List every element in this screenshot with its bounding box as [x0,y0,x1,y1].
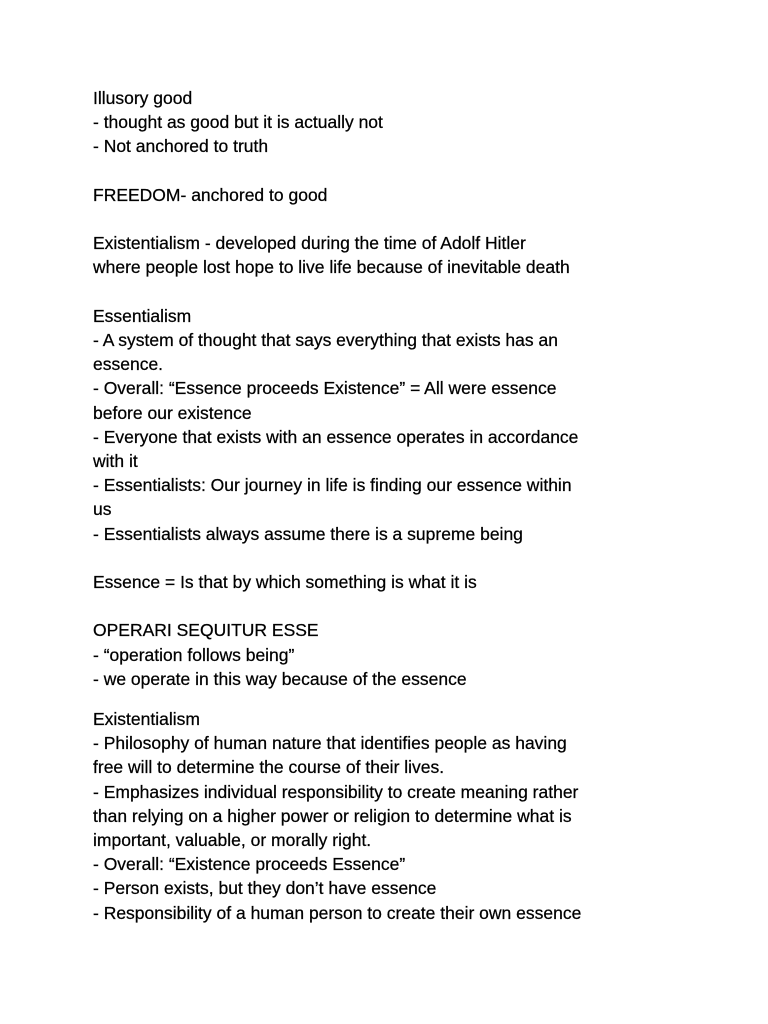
paragraph-spacer [93,594,693,618]
text-line: - Person exists, but they don’t have essence [93,878,437,899]
text-line: us [93,499,112,520]
text-line: - “operation follows being” [93,644,295,665]
text-line: OPERARI SEQUITUR ESSE [93,620,319,641]
text-line: - Overall: “Essence proceeds Existence” = All were essence [93,378,557,399]
text-line: essence. [93,354,164,375]
paragraph-spacer [93,691,693,707]
text-line: - Not anchored to truth [93,136,269,157]
existentialism-section [93,707,693,925]
text-line: - Philosophy of human nature that identifies people as having [93,733,567,754]
text-line: - Everyone that exists with an essence operates in accordance [93,426,579,447]
essence-definition-section [93,570,693,594]
text-line: - Overall: “Existence proceeds Essence” [93,854,406,875]
paragraph-spacer [93,207,693,231]
paragraph-spacer [93,546,693,570]
essentialism-section [93,304,693,546]
text-line: Essence = Is that by which something is what it is [93,572,477,592]
text-line: - we operate in this way because of the essence [93,668,467,689]
text-line: - A system of thought that says everything that exists has an [93,329,558,350]
text-line: important, valuable, or morally right. [93,830,372,851]
paragraph-spacer [93,280,693,304]
text-line: than relying on a higher power or religion to determine what is [93,805,572,826]
text-line: - Essentialists always assume there is a supreme being [93,523,523,544]
text-line: free will to determine the course of their lives. [93,757,445,778]
text-line: where people lost hope to live life because of inevitable death [93,257,570,278]
text-line: - Essentialists: Our journey in life is finding our essence within [93,475,572,496]
text-line: before our existence [93,402,252,423]
existentialism-history-section [93,231,693,279]
operari-sequitur-esse-section [93,618,693,691]
text-line: - Responsibility of a human person to create their own essence [93,902,582,923]
text-line: Essentialism [93,305,192,326]
text-line: Existentialism [93,709,200,729]
text-line: with it [93,451,138,471]
text-line: FREEDOM- anchored to good [93,184,328,205]
text-line: - Emphasizes individual responsibility to create meaning rather [93,781,579,802]
text-line: - thought as good but it is actually not [93,112,383,133]
freedom-section [93,183,693,207]
text-line: Illusory good [93,88,193,108]
document-body [93,86,693,925]
text-line: Existentialism - developed during the time of Adolf Hitler [93,233,526,254]
illusory-good-section [93,86,693,159]
paragraph-spacer [93,159,693,183]
